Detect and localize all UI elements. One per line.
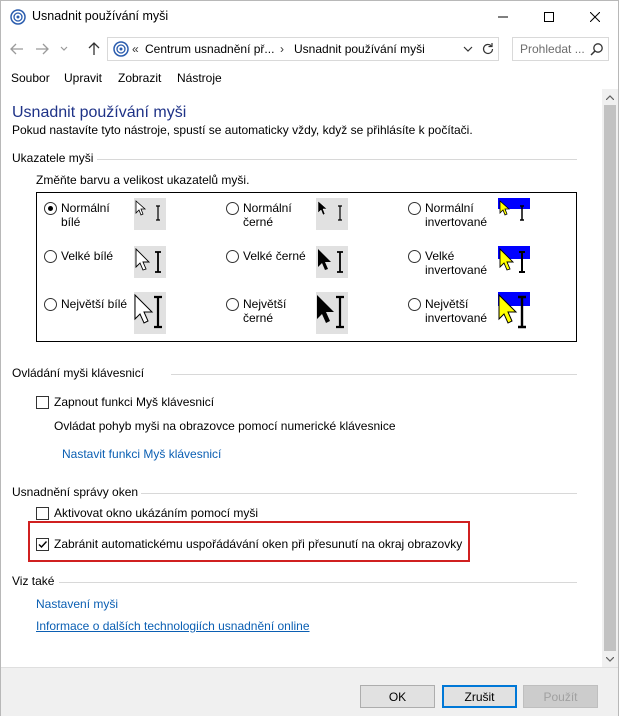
close-button[interactable] — [572, 1, 618, 32]
page-description: Pokud nastavíte tyto nástroje, spustí se automaticky vždy, když se přihlásíte k počítači. — [12, 123, 473, 137]
radio-button[interactable] — [44, 250, 57, 263]
radio-normal-black[interactable] — [226, 201, 292, 229]
recent-locations-button[interactable] — [57, 38, 71, 60]
option-label: Normální — [243, 201, 292, 215]
group-divider — [97, 159, 577, 160]
largest-black-cursor-preview — [316, 292, 348, 334]
option-label: Velké — [425, 249, 455, 263]
address-bar[interactable] — [107, 37, 499, 61]
control-panel-icon — [113, 41, 129, 57]
large-white-cursor-preview — [134, 246, 166, 278]
option-label: invertované — [425, 263, 488, 277]
checkbox-label: Zapnout funkci Myš klávesnicí — [54, 395, 215, 409]
forward-button[interactable] — [31, 38, 53, 60]
radio-largest-black[interactable] — [226, 297, 286, 325]
cancel-button[interactable]: Zrušit — [442, 685, 517, 708]
group-divider — [141, 493, 577, 494]
radio-large-white[interactable] — [44, 249, 113, 263]
mouse-keys-group-title: Ovládání myši klávesnicí — [12, 366, 145, 380]
radio-button[interactable] — [408, 250, 421, 263]
checkbox[interactable] — [36, 396, 49, 409]
checkbox-checked[interactable] — [36, 538, 49, 551]
address-dropdown-icon[interactable] — [461, 42, 475, 56]
group-divider — [171, 374, 577, 375]
ok-button[interactable]: OK — [360, 685, 435, 708]
pointers-instruction: Změňte barvu a velikost ukazatelů myši. — [36, 173, 250, 187]
option-label: Největší — [243, 297, 287, 311]
search-icon[interactable] — [590, 42, 604, 59]
menu-file[interactable]: Soubor — [11, 71, 50, 85]
mouse-keys-checkbox[interactable] — [36, 395, 214, 409]
radio-button[interactable] — [408, 298, 421, 311]
activate-window-checkbox[interactable] — [36, 506, 258, 520]
page-title: Usnadnit používání myši — [12, 104, 187, 121]
window-title: Usnadnit používání myši — [32, 9, 169, 23]
radio-button[interactable] — [408, 202, 421, 215]
breadcrumb-overflow[interactable]: « — [132, 42, 139, 56]
radio-large-inverted[interactable] — [408, 249, 487, 277]
maximize-button[interactable] — [526, 1, 572, 32]
radio-button[interactable] — [226, 298, 239, 311]
large-black-cursor-preview — [316, 246, 348, 278]
largest-white-cursor-preview — [134, 292, 166, 334]
breadcrumb-separator-icon[interactable]: › — [280, 42, 284, 56]
checkbox-label: Aktivovat okno ukázáním pomocí myši — [54, 506, 259, 520]
window-management-group-title: Usnadnění správy oken — [12, 485, 139, 499]
main-content — [1, 89, 602, 667]
radio-normal-inverted[interactable] — [408, 201, 487, 229]
option-label: invertované — [425, 311, 488, 325]
option-label: Velké černé — [243, 249, 306, 263]
ease-of-access-icon — [10, 9, 26, 25]
scroll-up-icon[interactable] — [602, 89, 618, 105]
vertical-scrollbar[interactable] — [602, 89, 618, 667]
see-also-group-title: Viz také — [12, 574, 55, 588]
normal-white-cursor-preview — [134, 198, 166, 230]
mouse-settings-link[interactable]: Nastavení myši — [36, 597, 119, 611]
apply-button[interactable]: Použít — [523, 685, 598, 708]
option-label: Největší — [425, 297, 469, 311]
search-input[interactable] — [512, 37, 609, 61]
option-label: invertované — [425, 215, 488, 229]
radio-normal-white[interactable] — [44, 201, 110, 229]
radio-button[interactable] — [44, 298, 57, 311]
group-divider — [59, 582, 577, 583]
large-inverted-cursor-preview — [498, 246, 530, 278]
option-label: Největší bílé — [61, 297, 128, 311]
menu-edit[interactable]: Upravit — [64, 71, 103, 85]
normal-inverted-cursor-preview — [498, 198, 530, 230]
pointer-scheme-options — [36, 192, 577, 342]
assistive-tech-online-link[interactable]: Informace o dalších technologiích usnadnění online — [36, 619, 310, 633]
menu-bar — [1, 68, 618, 88]
checkbox[interactable] — [36, 507, 49, 520]
refresh-icon[interactable] — [480, 41, 496, 57]
scroll-down-icon[interactable] — [602, 651, 618, 667]
option-label: černé — [243, 311, 274, 325]
title-bar — [1, 1, 618, 32]
setup-mouse-keys-link[interactable]: Nastavit funkci Myš klávesnicí — [62, 447, 222, 461]
radio-largest-white[interactable] — [44, 297, 127, 311]
radio-button[interactable] — [226, 250, 239, 263]
option-label: Normální — [425, 201, 474, 215]
prevent-snap-checkbox[interactable] — [36, 537, 462, 551]
largest-inverted-cursor-preview — [498, 292, 530, 334]
breadcrumb-current-page[interactable]: Usnadnit používání myši — [294, 42, 425, 56]
menu-tools[interactable]: Nástroje — [177, 71, 222, 85]
option-label: bílé — [61, 215, 81, 229]
minimize-button[interactable] — [480, 1, 526, 32]
navigation-bar — [1, 35, 618, 63]
menu-view[interactable]: Zobrazit — [118, 71, 162, 85]
scrollbar-thumb[interactable] — [604, 105, 616, 651]
radio-button[interactable] — [44, 202, 57, 215]
back-button[interactable] — [6, 38, 28, 60]
dialog-footer — [1, 667, 618, 716]
option-label: Velké bílé — [61, 249, 114, 263]
mouse-keys-description: Ovládat pohyb myši na obrazovce pomocí numerické klávesnice — [54, 419, 396, 433]
search-placeholder: Prohledat ... — [520, 42, 585, 56]
pointers-group-title: Ukazatele myši — [12, 151, 94, 165]
breadcrumb-ease-of-access-center[interactable]: Centrum usnadnění př... — [145, 42, 275, 56]
option-label: Normální — [61, 201, 110, 215]
normal-black-cursor-preview — [316, 198, 348, 230]
up-button[interactable] — [83, 38, 105, 60]
radio-button[interactable] — [226, 202, 239, 215]
radio-largest-inverted[interactable] — [408, 297, 487, 325]
checkbox-label: Zabránit automatickému uspořádávání oken při přesunutí na okraj obrazovky — [54, 537, 463, 551]
radio-large-black[interactable] — [226, 249, 306, 263]
option-label: černé — [243, 215, 274, 229]
